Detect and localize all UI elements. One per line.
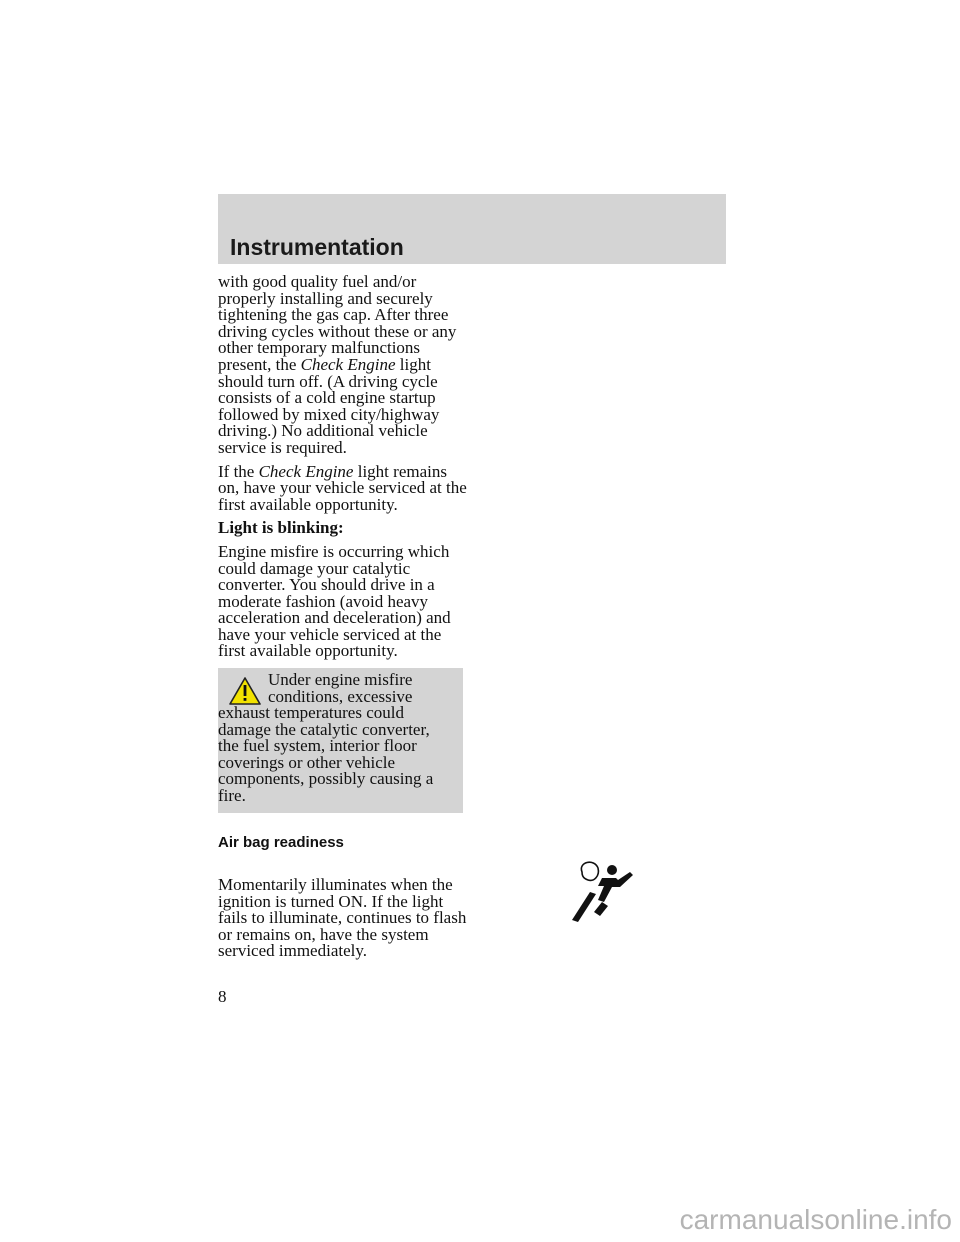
page-number: 8 [218, 987, 227, 1006]
paragraph-driving-cycle: with good quality fuel and/or properly installing and securely tightening the gas cap. After three driving cycles without these or any other temporary malfunctions present, the Check Engine light should turn off. (A driving cycle consists of a cold engine startup followed by mixed city/highway driving.) No additional vehicle service is required. [218, 272, 457, 457]
section-header-band [218, 194, 726, 264]
airbag-icon [568, 858, 640, 922]
airbag-description: Momentarily illuminates when the ignition is turned ON. If the light fails to illuminate, continues to flash or remains on, have the system serviced immediately. [218, 875, 467, 961]
body-text [218, 274, 468, 667]
check-engine-term: Check Engine [258, 461, 354, 481]
warning-text: Under engine misfire conditions, excessive exhaust temperatures could damage the catalytic converter, the fuel system, interior floor coverings or other vehicle components, possibly causing a fire. [218, 670, 434, 805]
section-title: Instrumentation [230, 234, 404, 260]
subhead-light-blinking: Light is blinking: [218, 518, 344, 538]
paragraph-light-remains: If the Check Engine light remains on, have your vehicle serviced at the first available opportunity. [218, 461, 467, 514]
check-engine-term: Check Engine [300, 354, 396, 374]
paragraph-misfire: Engine misfire is occurring which could damage your catalytic converter. You should drive in a moderate fashion (avoid heavy acceleration and deceleration) and have your vehicle serviced at the first available opportunity. [218, 541, 451, 661]
warning-box [218, 668, 463, 813]
watermark: carmanualsonline.info [679, 1204, 952, 1235]
airbag-section-title: Air bag readiness [218, 834, 344, 851]
